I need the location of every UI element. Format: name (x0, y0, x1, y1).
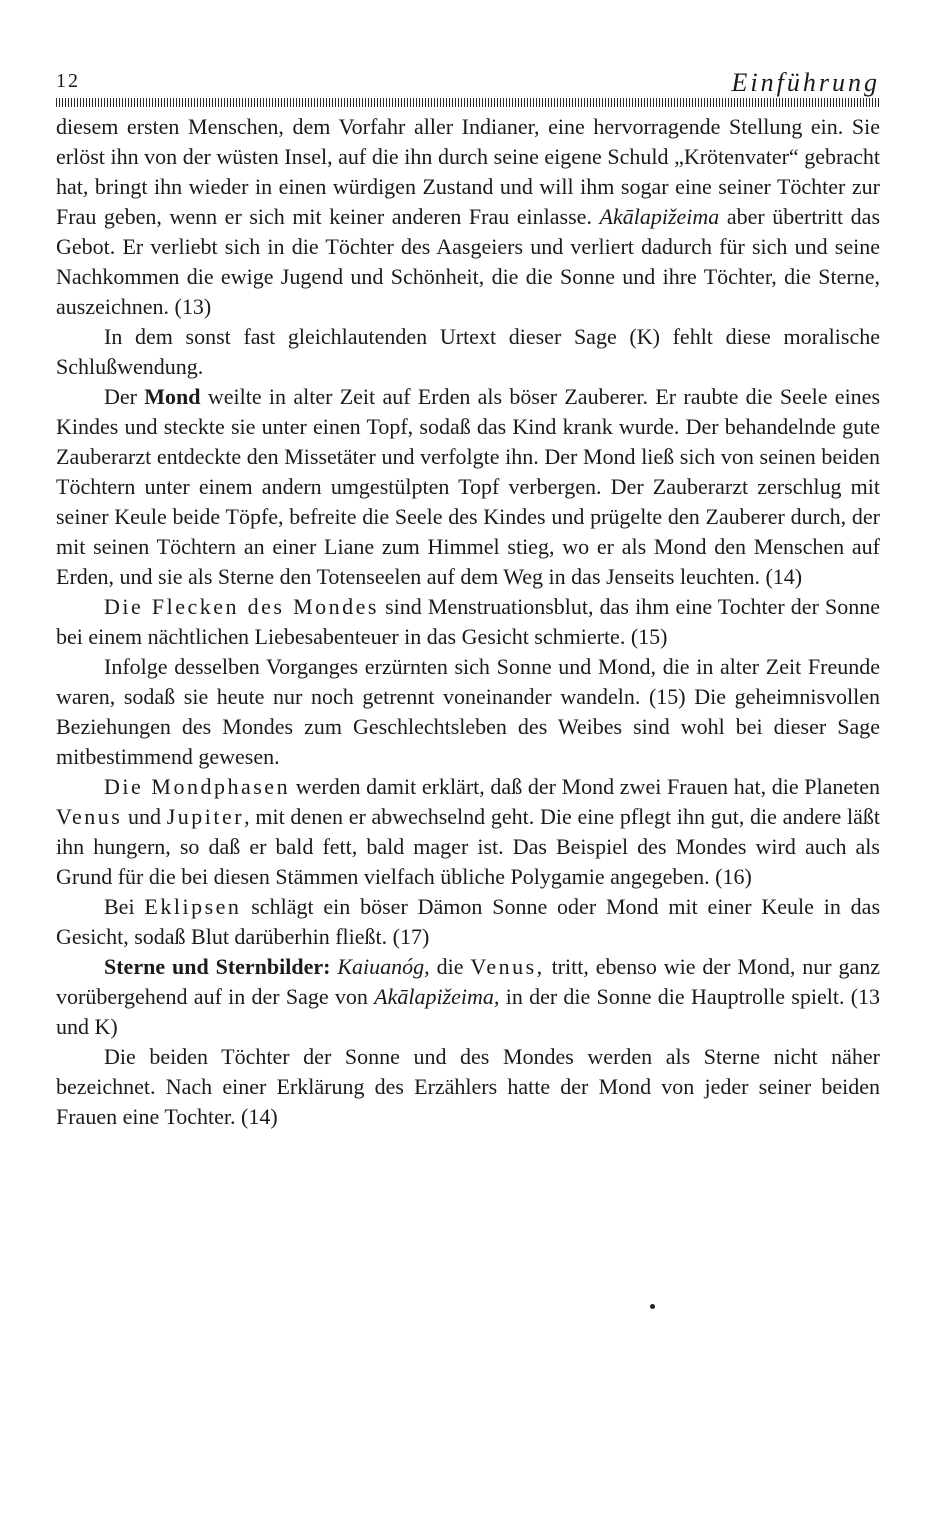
paragraph-4-keyword: Die Flecken des Mondes (104, 594, 379, 619)
paragraph-6 (56, 772, 880, 892)
paragraph-6-jupiter: Jupiter (166, 804, 245, 829)
paragraph-6-text-b: und (128, 804, 162, 829)
paragraph-7-keyword: Eklipsen (144, 894, 242, 919)
ink-speck (650, 1304, 655, 1309)
paragraph-1-text: diesem ersten Menschen, dem Vorfahr aller Indianer, eine hervorragende Stellung ein. Sie erlöst ihn von der wüsten Insel, auf die ihn durch seine eigene Schuld „Krötenvater“ gebracht hat, bringt ihn wieder in einen würdigen Zustand und will ihm sogar eine seiner Töchter zur Frau geben, wenn er sich mit keiner anderen Frau einlasse. (56, 114, 880, 229)
paragraph-6-text-a: werden damit erklärt, daß der Mond zwei Frauen hat, die Planeten (295, 774, 881, 799)
paragraph-7 (56, 892, 880, 952)
paragraph-8-keyword: Sterne und Sternbilder: (104, 954, 331, 979)
paragraph-2: In dem sonst fast gleichlautenden Urtext dieser Sage (K) fehlt diese moralische Schlußwendung. (56, 324, 880, 379)
paragraph-3-text: weilte in alter Zeit auf Erden als böser Zauberer. Er raubte die Seele eines Kindes und steckte sie unter einen Topf, sodaß das Kind krank wurde. Der behandelnde gute Zauberarzt entdeckte den Missetäter und verfolgte ihn. Der Mond ließ sich von seinen beiden Töchtern unter einem andern umgestülpten Topf verbergen. Der Zauberarzt zerschlug mit seiner Keule beide Töpfe, befreite die Seele des Kindes und prügelte den Zauberer durch, der mit seinen Töchtern an einer Liane zum Himmel stieg, wo er als Mond den Menschen auf Erden, und sie als Sterne den Totenseelen auf dem Weg in das Jenseits leuchten. (14) (56, 384, 881, 589)
page-body (56, 112, 880, 1132)
header-rule (56, 98, 880, 107)
paragraph-8-name-2: Akālapižeima, (374, 984, 500, 1009)
paragraph-6-keyword: Die Mondphasen (104, 774, 291, 799)
paragraph-1 (56, 112, 880, 322)
paragraph-9: Die beiden Töchter der Sonne und des Mondes werden als Sterne nicht näher bezeichnet. Nach einer Erklärung des Erzählers hatte der Mond von jeder seiner beiden Frauen eine Tochter. (14) (56, 1044, 880, 1129)
paragraph-8-text-c: in der die Sonne die Hauptrolle spielt. (13 und K) (56, 984, 881, 1039)
paragraph-1-name: Akālapižeima (599, 204, 720, 229)
paragraph-5: Infolge desselben Vorganges erzürnten sich Sonne und Mond, die in alter Zeit Freunde waren, sodaß sie heute nur noch getrennt voneinander wandeln. (15) Die geheimnisvollen Beziehungen des Mondes zum Geschlechtsleben des Weibes sind wohl bei dieser Sage mitbestimmend gewesen. (56, 654, 880, 769)
paragraph-3-keyword: Mond (144, 384, 201, 409)
paragraph-8-text-a: die (436, 954, 464, 979)
paragraph-6-venus: Venus (56, 804, 123, 829)
running-title: Einführung (731, 68, 880, 97)
paragraph-6-text-c: , mit denen er abwechselnd geht. Die eine pflegt ihn gut, die andere läßt ihn hungern, so daß er bald fett, bald mager ist. Das Beispiel des Mondes wird auch als Grund für die bei diesen Stämmen vielfach übliche Polygamie angegeben. (16) (56, 804, 881, 889)
paragraph-1-end: aber übertritt das Gebot. Er verliebt sich in die Töchter des Aasgeiers und verliert dadurch für sich und seine Nachkommen die ewige Jugend und Schönheit, die die Sonne und ihre Töchter, die Sterne, auszeichnen. (13) (56, 204, 881, 319)
paragraph-3-start: Der (104, 384, 137, 409)
paragraph-8-text-b: tritt, ebenso wie der Mond, nur ganz vorübergehend auf in der Sage von (56, 954, 881, 1009)
paragraph-8-venus: Venus, (470, 954, 545, 979)
paragraph-8 (56, 952, 880, 1042)
page-header (56, 70, 880, 100)
paragraph-8-name-1: Kaiuanóg, (337, 954, 430, 979)
page-number: 12 (56, 70, 80, 92)
paragraph-3 (56, 382, 880, 592)
paragraph-4 (56, 592, 880, 652)
paragraph-7-start: Bei (104, 894, 135, 919)
paragraph-7-text: schlägt ein böser Dämon Sonne oder Mond mit einer Keule in das Gesicht, sodaß Blut darüberhin fließt. (17) (56, 894, 880, 949)
paragraph-4-text: sind Menstruationsblut, das ihm eine Tochter der Sonne bei einem nächtlichen Liebesabenteuer in das Gesicht schmierte. (15) (56, 594, 881, 649)
